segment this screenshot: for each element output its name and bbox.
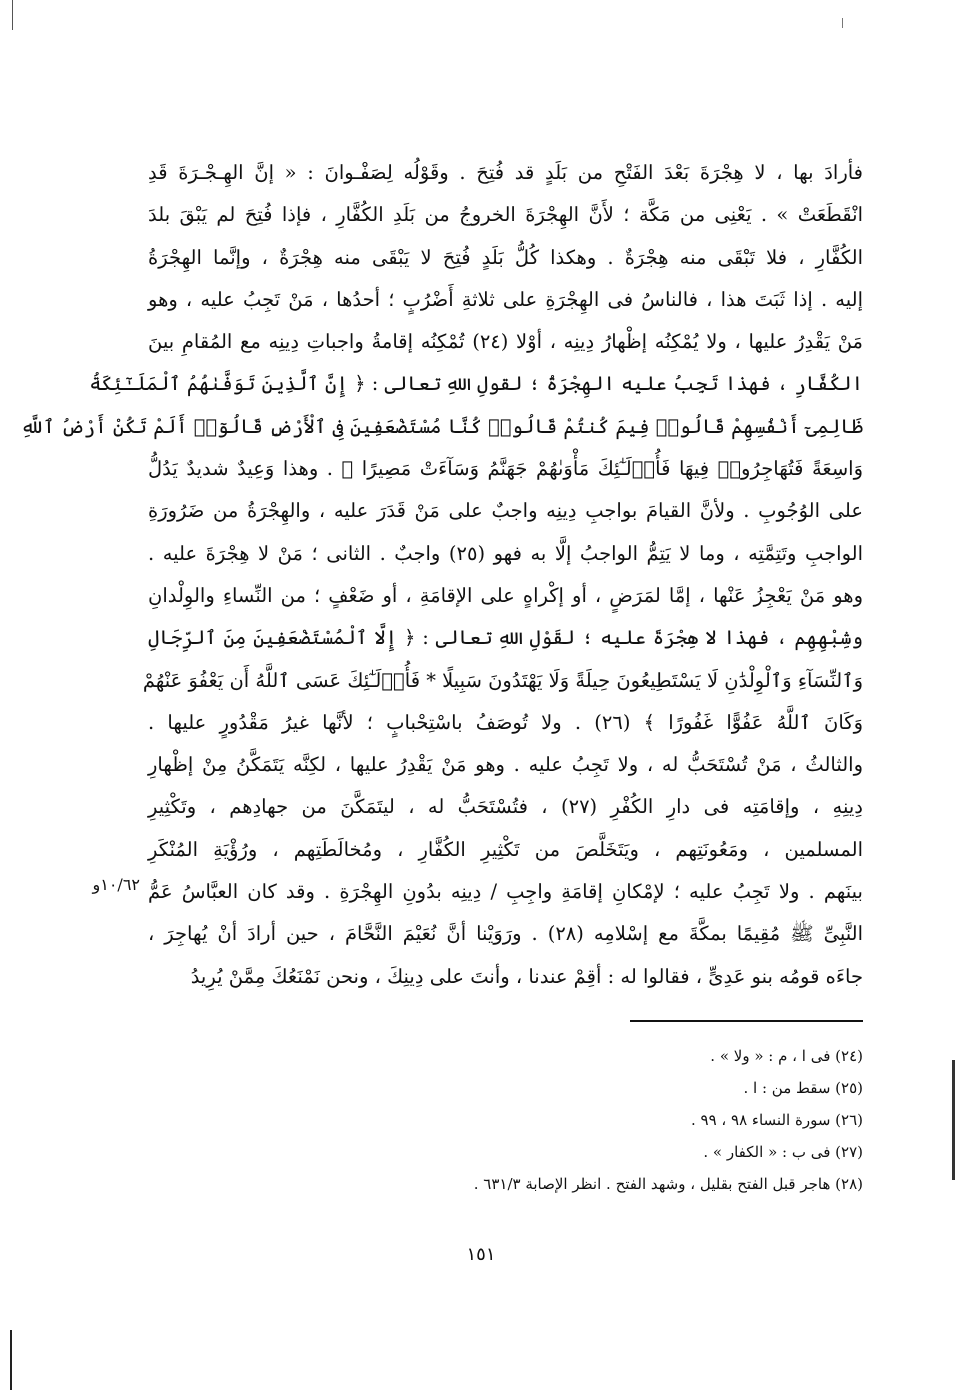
text-line: النَّبِىِّ ﷺ مُقِيمًا بمكَّةَ مع إسْلامِه (٢٨) . ورَوَيْنا أنَّ نُعَيْمَ النَّحَّامَ ، حين أرادَ أنْ يُهاجِرَ ، [148,922,863,946]
scan-edge-mark [952,1060,955,1180]
text-line: وهو مَنْ يَعْجِزُ عَنْها ، إمَّا لمَرَضٍ ، أو إكْراهٍ على الإقامَةِ ، أو ضَعْفٍ ؛ من النِّساءِ والوِلْدانِ [148,583,863,607]
text-line: دِينِهِ ، وإقامَتِه فى دارِ الكُفْرِ (٢٧) ، فتُسْتَحَبُّ له ، ليتَمَكَّنَ من جهادِهم ، وتَكْثِيرِ [148,795,863,819]
text-line: مَنْ يَقْدِرُ عليها ، ولا يُمْكِنُه إظْهارُ دِينِه ، أوْلا (٢٤) تُمْكِنُه إقامةُ واجباتِ دِينِه مع المُقامِ بينَ [148,330,863,354]
text-line: الواجبِ وتَتِمَّتِه ، وما لا يَتِمُّ الواجبُ إلَّا به فهو (٢٥) واجبٌ . الثانى ؛ مَنْ لا هِجْرَةَ عليه . [148,541,864,565]
text-line: والثالثُ ، مَنْ تُسْتَحَبُّ له ، ولا تَجِبُ عليه . وهو مَنْ يَقْدِرُ عليها ، لكِنَّه يَتَمَكَّنُ مِنْ إظْهارِ [148,753,863,777]
footnotes-block [380,1040,863,1200]
text-line: إليه . إذا ثَبَتَ هذا ، فالناسُ فى الهِجْرَةِ على ثلاثةِ أَضْرُبٍ ؛ أحدُها ، مَنْ تَجِبُ عليه ، وهو [148,287,863,311]
footnote-divider [630,1020,863,1022]
text-line: المسلمين ، ومَعُونَتِهم ، ويَتَخَلَّصَ من تَكْثِيرِ الكُفَّارِ ، ومُخالَطَتِهم ، ورُؤْيَةِ المُنْكَرِ [148,837,863,861]
text-line: انْقَطَعَتْ » . يَعْنِى من مَكَّة ؛ لأَنَّ الهِجْرَةَ الخروجُ من بَلَدِ الكُفَّارِ ، فإذا فُتِحَ لم يَبْقَ بلدَ [148,203,863,227]
page-number: ١٥١ [466,1244,496,1265]
text-line: وَكَانَ ٱللَّهُ عَفُوًّا غَفُورًا ﴾ (٢٦) . ولا تُوصَفُ باسْتِحْبابٍ ؛ لأنَّها غيرُ مَقْدُورٍ عليها . [148,710,863,734]
scan-edge-mark [12,0,13,30]
text-line: جاءَه قومُه بنو عَدِىٍّ ، فقالوا له : أقِمْ عندنا ، وأنتَ على دِينِكَ ، ونحن نَمْنَعُكَ مِمَّنْ يُرِيدُ [190,964,863,988]
footnote: (٢٥) سقط من : ا . [743,1079,863,1097]
footnote: (٢٤) فى ا ، م : « ولا » . [710,1047,863,1065]
text-line: على الوُجُوبِ . ولأنَّ القيامَ بواجبِ دِينِه واجبٌ على مَنْ قَدَرَ عليه ، والهِجْرَةُ من ضَرُورَةِ [148,499,863,523]
margin-reference: ١٠/٦٢و [92,875,140,894]
text-line: وَاسِعَةً فَتُهَاجِرُوا۟ فِيهَا فَأُو۟لَـٰٓئِكَ مَأْوَىٰهُمْ جَهَنَّمُ وَسَآءَتْ مَصِيرًا ﴾ . وهذا وَعِيدٌ شديدٌ يَدُلُّ [148,457,863,481]
text-line: وشِبْهِهِم ، فهذا لا هِجْرَةَ عليه ؛ لقَوْلِ اللهِ تعالى : ﴿ إِلَّا ٱلْمُسْتَضْعَفِينَ مِنَ ٱلرِّجَالِ [148,626,863,650]
text-line: وَٱلنِّسَآءِ وَٱلْوِلْدَٰنِ لَا يَسْتَطِيعُونَ حِيلَةً وَلَا يَهْتَدُونَ سَبِيلًا * فَأُو۟لَـٰٓئِكَ عَسَى ٱللَّهُ أَن يَعْفُوَ عَنْهُمْ [142,668,863,692]
text-line: ظَالِمِىٓ أَنْفُسِهِمْ قَالُوا۟ فِيمَ كُنتُمْ قَالُوا۟ كُنَّا مُسْتَضْعَفِينَ فِى ٱلْأَرْضِ قَالُوٓا۟ أَلَمْ تَكُنْ أَرْضُ ٱللَّهِ [20,414,863,438]
scan-edge-mark [842,18,843,28]
scan-edge-mark [10,1330,12,1390]
text-line: الكُفَّارِ ، فلا تَبْقَى منه هِجْرَةٌ . وهكذا كُلُّ بَلَدٍ فُتِحَ لا يَبْقَى منه هِجْرَةٌ ، وإنَّما الهِجْرَةُ [148,245,863,269]
footnote: (٢٨) هاجر قبل الفتح بقليل ، وشهد الفتح . انظر الإصابة ٦٣١/٣ . [473,1175,863,1193]
text-line: فأرادَ بها ، لا هِجْرَةَ بَعْدَ الفَتْحِ من بَلَدٍ قد فُتِحَ . وقَوْلُه لِصَفْـوانَ : « إنَّ الهِـجْـرَةَ قَدِ [148,161,863,184]
footnote: (٢٦) سورة النساء ٩٨ ، ٩٩ . [690,1111,863,1129]
footnote: (٢٧) فى ب : « الكفار » . [703,1143,863,1161]
text-line: الكُفَّارِ ، فهذا تَجِبُ عليه الهِجْرَةُ ؛ لقولِ اللهِ تعالى : ﴿ إِنَّ ٱلَّذِينَ تَوَفَّىٰهُمُ ٱلْمَلَـٰٓئِكَةُ [89,372,863,396]
text-line: بينَهم . ولا تَجِبُ عليه ؛ لإمْكانِ إقامَةِ واجِبِ / دِينِه بدُونِ الهِجْرَةِ . وقد كان العبَّاسُ عَمُّ [148,880,863,904]
